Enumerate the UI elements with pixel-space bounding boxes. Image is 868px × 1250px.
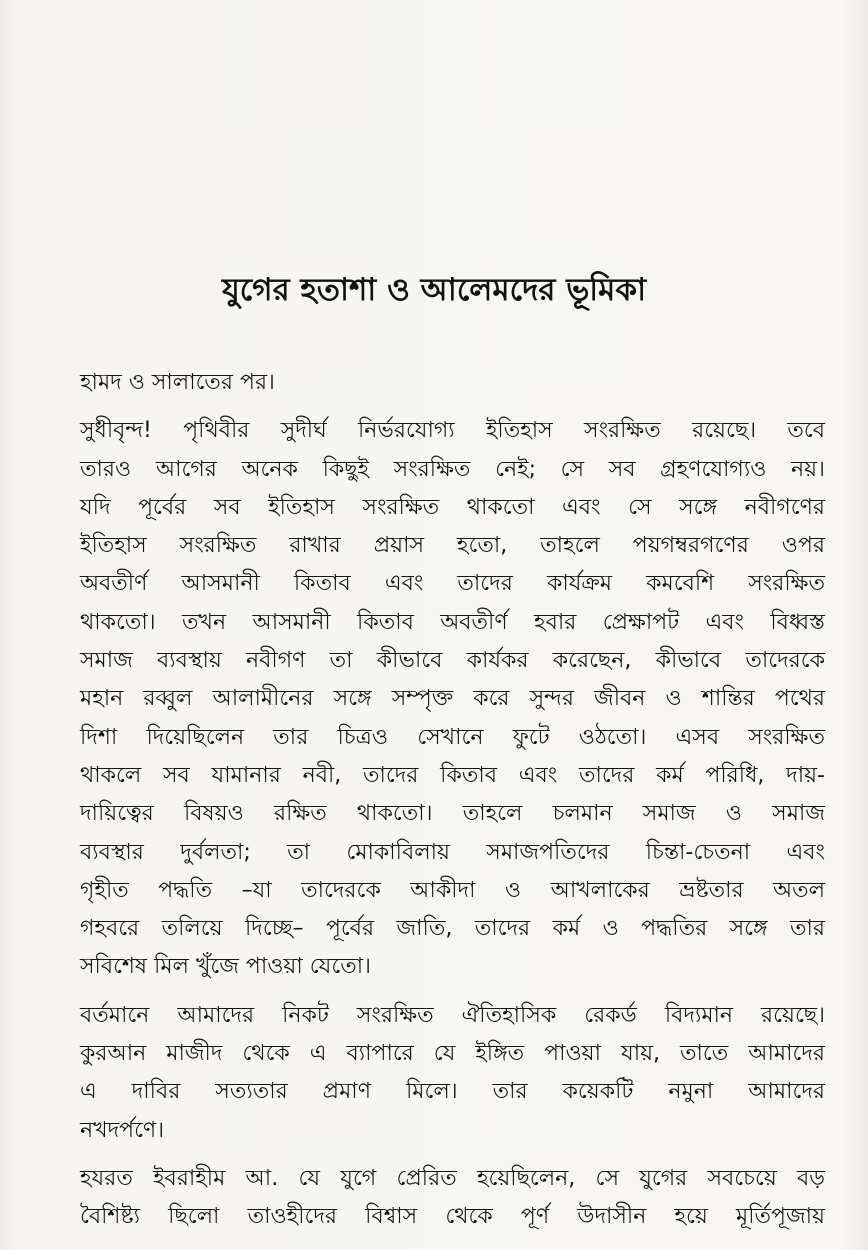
chapter-title: যুগের হতাশা ও আলেমদের ভূমিকা: [221, 272, 647, 308]
text-line: গহবরে তলিয়ে দিচ্ছে– পূর্বের জাতি, তাদের কর্ম ও পদ্ধতির সঙ্গে তার: [80, 916, 825, 942]
paragraph: [80, 1160, 825, 1237]
text-line: এ দাবির সত্যতার প্রমাণ মিলে। তার কয়েকটি নমুনা আমাদের: [80, 1079, 825, 1105]
paragraph: [80, 997, 825, 1150]
text-line: সমাজ ব্যবস্থায় নবীগণ তা কীভাবে কার্যকর করেছেন, কীভাবে তাদেরকে: [80, 648, 825, 674]
chapter-body: [80, 364, 825, 1247]
text-line: নখদর্পণে।: [80, 1117, 165, 1143]
text-line: ইতিহাস সংরক্ষিত রাখার প্রয়াস হতো, তাহলে পয়গম্বরগণের ওপর: [80, 533, 825, 559]
text-line: কুরআন মাজীদ থেকে এ ব্যাপারে যে ইঙ্গিত পাওয়া যায়, তাতে আমাদের: [80, 1041, 825, 1067]
text-line: দায়িত্বের বিষয়ও রক্ষিত থাকতো। তাহলে চলমান সমাজ ও সমাজ: [80, 801, 825, 827]
paragraph: [80, 412, 825, 986]
text-line: থাকতো। তখন আসমানী কিতাব অবতীর্ণ হবার প্রেক্ষাপট এবং বিধ্বস্ত: [80, 609, 825, 635]
text-line: থাকলে সব যামানার নবী, তাদের কিতাব এবং তাদের কর্ম পরিধি, দায়-: [80, 762, 825, 788]
text-line: সুধীবৃন্দ! পৃথিবীর সুদীর্ঘ নির্ভরযোগ্য ইতিহাস সংরক্ষিত রয়েছে। তবে: [80, 418, 825, 444]
text-line: যদি পূর্বের সব ইতিহাস সংরক্ষিত থাকতো এবং সে সঙ্গে নবীগণের: [80, 494, 825, 520]
text-line: ব্যবস্থার দুর্বলতা; তা মোকাবিলায় সমাজপতিদের চিন্তা-চেতনা এবং: [80, 839, 825, 865]
text-line: বর্তমানে আমাদের নিকট সংরক্ষিত ঐতিহাসিক রেকর্ড বিদ্যমান রয়েছে।: [80, 1002, 825, 1028]
text-line: তারও আগের অনেক কিছুই সংরক্ষিত নেই; সে সব গ্রহণযোগ্যও নয়।: [80, 456, 825, 482]
paragraph: [80, 364, 825, 402]
text-line: সবিশেষ মিল খুঁজে পাওয়া যেতো।: [80, 954, 371, 980]
text-line: হামদ ও সালাতের পর।: [80, 370, 275, 395]
text-line: বৈশিষ্ট্য ছিলো তাওহীদের বিশ্বাস থেকে পূর্ণ উদাসীন হয়ে মূর্তিপূজায়: [80, 1204, 825, 1230]
text-line: মহান রব্বুল আলামীনের সঙ্গে সম্পৃক্ত করে সুন্দর জীবন ও শান্তির পথের: [80, 686, 825, 712]
text-line: হযরত ইবরাহীম আ. যে যুগে প্রেরিত হয়েছিলেন, সে যুগের সবচেয়ে বড়: [80, 1165, 825, 1191]
text-line: অবতীর্ণ আসমানী কিতাব এবং তাদের কার্যক্রম কমবেশি সংরক্ষিত: [80, 571, 825, 597]
text-line: গৃহীত পদ্ধতি –যা তাদেরকে আকীদা ও আখলাকের ভ্রষ্টতার অতল: [80, 877, 825, 903]
text-line: দিশা দিয়েছিলেন তার চিত্রও সেখানে ফুটে ওঠতো। এসব সংরক্ষিত: [80, 724, 825, 750]
